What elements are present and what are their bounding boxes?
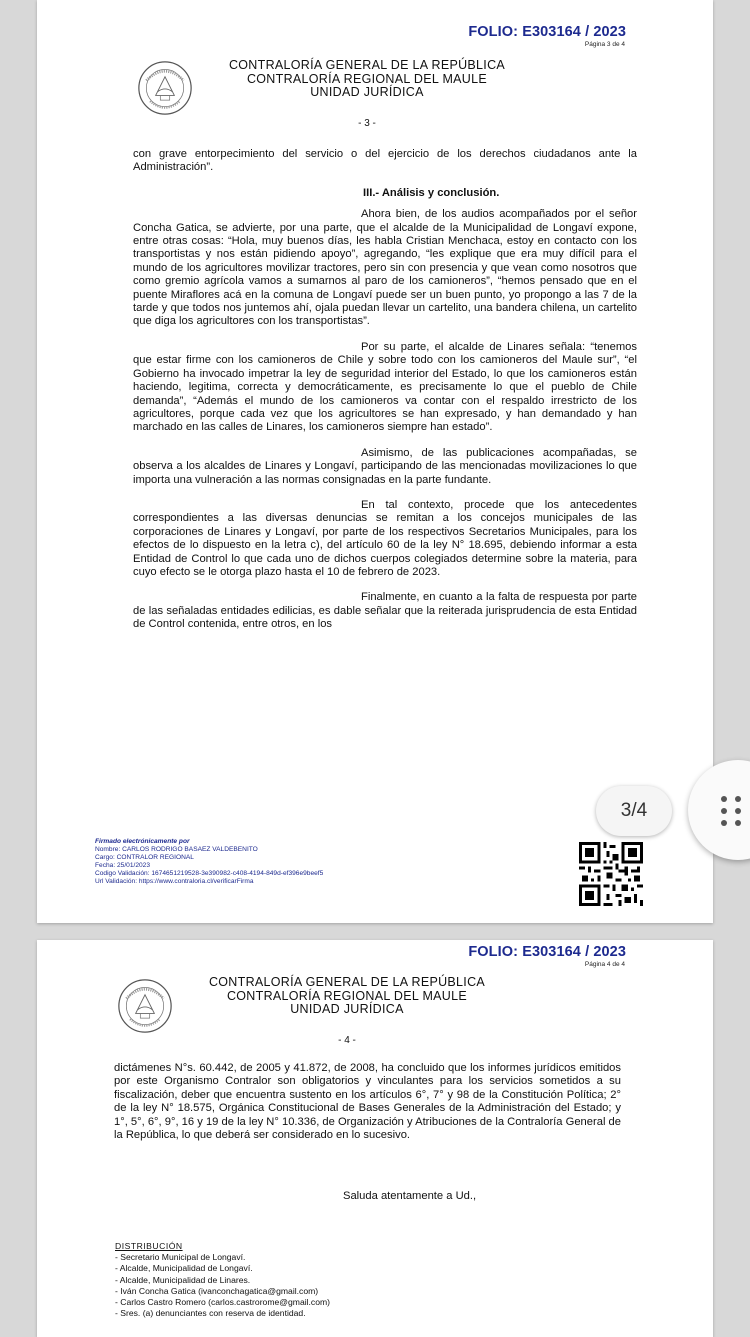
list-item: - Carlos Castro Romero (carlos.castrorome@gmail.com): [115, 1297, 331, 1308]
institution-header: [192, 976, 502, 1017]
page-number: - 4 -: [338, 1035, 356, 1046]
list-item: - Secretario Municipal de Longaví.: [115, 1252, 246, 1263]
page-number: - 3 -: [358, 118, 376, 129]
signature-name: Nombre: CARLOS RODRIGO BASAEZ VALDEBENITO: [95, 846, 258, 853]
paragraph: Asimismo, de las publicaciones acompañadas, se observa a los alcaldes de Linares y Longaví, participando de las mencionadas movilizaciones lo que importa una vulneración a las normas consignadas en la parte fundante.: [133, 446, 637, 486]
header-line-1: CONTRALORÍA GENERAL DE LA REPÚBLICA: [208, 975, 486, 989]
closing-salutation: Saluda atentamente a Ud.,: [343, 1190, 477, 1202]
page-indicator[interactable]: 3/4: [596, 786, 672, 836]
folio-number: FOLIO: E303164 / 2023: [468, 24, 626, 40]
header-line-3: UNIDAD JURÍDICA: [310, 85, 424, 99]
signature-code: Codigo Validación: 1674651219528-3e390982-c408-4194-849d-ef396e9beef5: [95, 870, 324, 877]
page-count-label: Página 4 de 4: [584, 961, 625, 968]
section-title: III.- Análisis y conclusión.: [363, 186, 500, 199]
header-line-2: CONTRALORÍA REGIONAL DEL MAULE: [226, 988, 468, 1003]
paragraph: Ahora bien, de los audios acompañados por el señor Concha Gatica, se advierte, por una parte, que el alcalde de la Municipalidad de Longaví expone, entre otras cosas: “Hola, muy buenos días, les habla Cristian Menchaca, estoy en contacto con los transportistas y nos están pidiendo apoyo”, agregando, “les explique que era muy difícil para el mundo de los agricultores movilizar tractores, pero sin con presencia y que vean como nosotros que como gremio agrícola vamos a sumarnos al paro de los camioneros”, “hemos pensado que en el puente Miraflores acá en la comuna de Longaví puede ser un buen punto, yo propongo a las 7 de la tarde y que todos nos juntemos ahí, ojala puedan llevar un cartelito, una bandera chilena, un cartelito que diga los agricultores con los transportistas”.: [133, 208, 637, 328]
contraloria-seal-icon: [117, 978, 173, 1034]
contraloria-seal-icon: [137, 60, 193, 116]
paragraph: Finalmente, en cuanto a la falta de respuesta por parte de las señaladas entidades edilicias, es dable señalar que la reiterada jurisprudencia de esta Entidad de Control contenida, entre otros, en los: [133, 591, 637, 631]
document-body: [114, 1062, 621, 1154]
folio-number: FOLIO: E303164 / 2023: [468, 944, 626, 960]
list-item: - Sres. (a) denunciantes con reserva de identidad.: [115, 1308, 306, 1319]
distribution-list: [115, 1241, 330, 1319]
institution-header: [212, 59, 522, 100]
signature-date: Fecha: 25/01/2023: [95, 862, 150, 869]
list-item: - Alcalde, Municipalidad de Longaví.: [115, 1263, 253, 1274]
list-item: - Alcalde, Municipalidad de Linares.: [115, 1274, 251, 1285]
paragraph: Por su parte, el alcalde de Linares señala: “tenemos que estar firme con los camioneros de Chile y sobre todo con los camioneros del Maule sur”, “el Gobierno ha invocado impetrar la ley de seguridad interior del Estado, lo que los camioneros están haciendo, legitima, correcta y democráticamente, es precisamente lo que el pueblo de Chile demanda”, “Además el mundo de los camioneros va contar con el respaldo irrestricto de los agricultores, porque cada vez que los agricultores se han expresado, y han demandado y han marchado en las calles de Linares, los camioneros siempre han estado”.: [133, 340, 637, 434]
qr-code-icon: [579, 842, 643, 906]
paragraph: dictámenes N°s. 60.442, de 2005 y 41.872, de 2008, ha concluido que los informes jurídicos emitidos por este Organismo Contralor son obligatorios y vinculantes para los servicios sometidos a su fiscalización, deber que encuentra sustento en los artículos 6°, 7° y 98 de la Constitución Política; 2° de la ley N° 18.575, Orgánica Constitucional de Bases Generales de la Administración del Estado; y 1°, 5°, 6°, 9°, 16 y 19 de la ley N° 10.336, de Organización y Atribuciones de la Contraloría General de la República, lo que deberá ser considerado en lo sucesivo.: [114, 1062, 621, 1142]
page-count-label: Página 3 de 4: [584, 41, 625, 48]
paragraph: con grave entorpecimiento del servicio o del ejercicio de los derechos ciudadanos ante la Administración”.: [133, 148, 637, 174]
signature-heading: Firmado electrónicamente por: [95, 838, 190, 845]
signature-cargo: Cargo: CONTRALOR REGIONAL: [95, 854, 194, 861]
paragraph: En tal contexto, procede que los antecedentes correspondientes a las diversas denuncias se remitan a los concejos municipales de las corporaciones de Linares y Longaví, por parte de los respectivos Secretarios Municipales, para los efectos de lo dispuesto en la letra c), del artículo 60 de la ley N° 18.695, debiendo informar a esta Entidad de Control lo que cada uno de dichos cuerpos colegiados determine sobre la materia, para cuyo efecto se le otorga plazo hasta el 10 de febrero de 2023.: [133, 498, 637, 578]
electronic-signature: [95, 838, 323, 886]
header-line-2: CONTRALORÍA REGIONAL DEL MAULE: [246, 71, 488, 86]
header-line-3: UNIDAD JURÍDICA: [290, 1002, 404, 1016]
document-body: [133, 148, 637, 644]
dots-grid-icon: [720, 795, 746, 827]
distribution-title: DISTRIBUCIÓN: [115, 1241, 183, 1251]
document-page-3: [37, 0, 713, 923]
header-line-1: CONTRALORÍA GENERAL DE LA REPÚBLICA: [228, 58, 506, 72]
document-page-4: [37, 940, 713, 1337]
signature-url: Url Validación: https://www.contraloria.cl/verificarFirma: [95, 878, 254, 885]
list-item: - Iván Concha Gatica (ivanconchagatica@gmail.com): [115, 1285, 319, 1296]
